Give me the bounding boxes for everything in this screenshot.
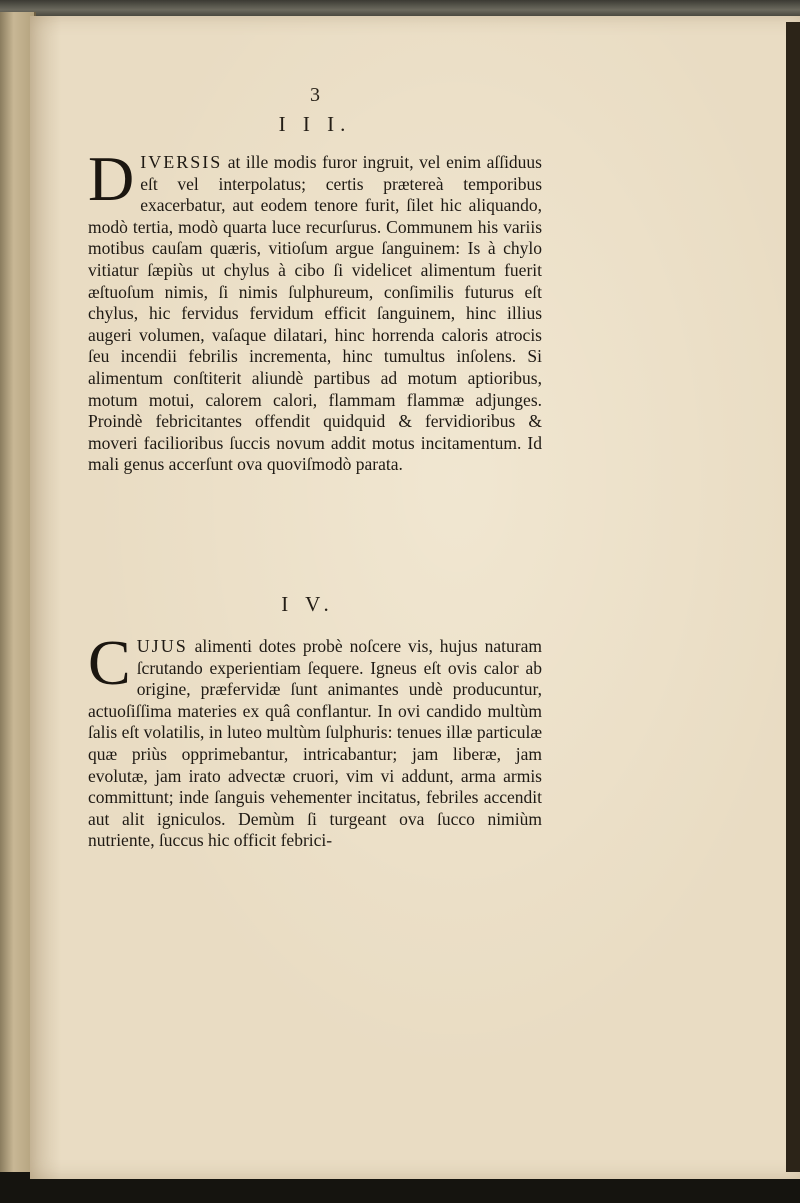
paragraph-iv: alimenti dotes probè noſcere vis, hujus naturam ſcrutando experientiam ſequere. Igneus eſt ovis calor ab origine, præfervidæ ſunt animantes undè producuntur, actuoſiſſima materies ex quâ conflantur. In ovi candido multùm ſalis eſt volatilis, in luteo multùm ſulphuris: tenues illæ particulæ quæ priùs opprimebantur, intricabantur; jam liberæ, jam evolutæ, jam irato advectæ cruori, vim vi addunt, arma armis committunt; inde ſanguis vehementer incitatus, febriles accendit aut alit igniculos. Demùm ſi turgeant ova ſucco nimiùm nutriente, ſuccus hic officit febrici-: [88, 636, 542, 851]
drop-cap-d: D: [88, 143, 135, 214]
page-number: 3: [310, 84, 320, 106]
drop-cap-c: C: [88, 627, 131, 698]
lead-word-iv: UJUS: [136, 636, 188, 656]
section-numeral-iii: I I I.: [278, 112, 352, 136]
book-spine-shadow: [786, 22, 800, 1172]
section-text-iv: [88, 627, 542, 852]
section-text-iii: [88, 143, 542, 476]
paragraph-iii: at ille modis furor ingruit, vel enim aſſiduus eſt vel interpolatus; certis prætereà temporibus exacerbatur, aut eodem tenore furit, ſilet hic aliquando, modò tertia, modò quarta luce recurſurus. Communem his variis motibus cauſam quæris, vitioſum argue ſanguinem: Is à chylo vitiatur ſæpiùs ut chylus à cibo ſi videlicet alimentum fuerit æſtuoſum nimis, ſi nimis ſulphureum, conſimilis futurus eſt chylus, hic fervidus fervidum efficit ſanguinem, hinc illius augeri volumen, vaſaque dilatari, hinc horrenda caloris atrocis ſeu incendii febrilis incrementa, hinc tumultus inſolens. Si alimentum conſtiterit aliundè partibus ad motum aptioribus, motum motui, calorem calori, flammam flammæ adjunges. Proindè febricitantes offendit quidquid & fervidioribus & moveri facilioribus ſuccis novum addit motus incitamentum. Id mali genus accerſunt ova quoviſmodò parata.: [88, 152, 542, 475]
section-numeral-iv: I V.: [281, 592, 335, 616]
lead-word-iii: IVERSIS: [140, 152, 223, 172]
